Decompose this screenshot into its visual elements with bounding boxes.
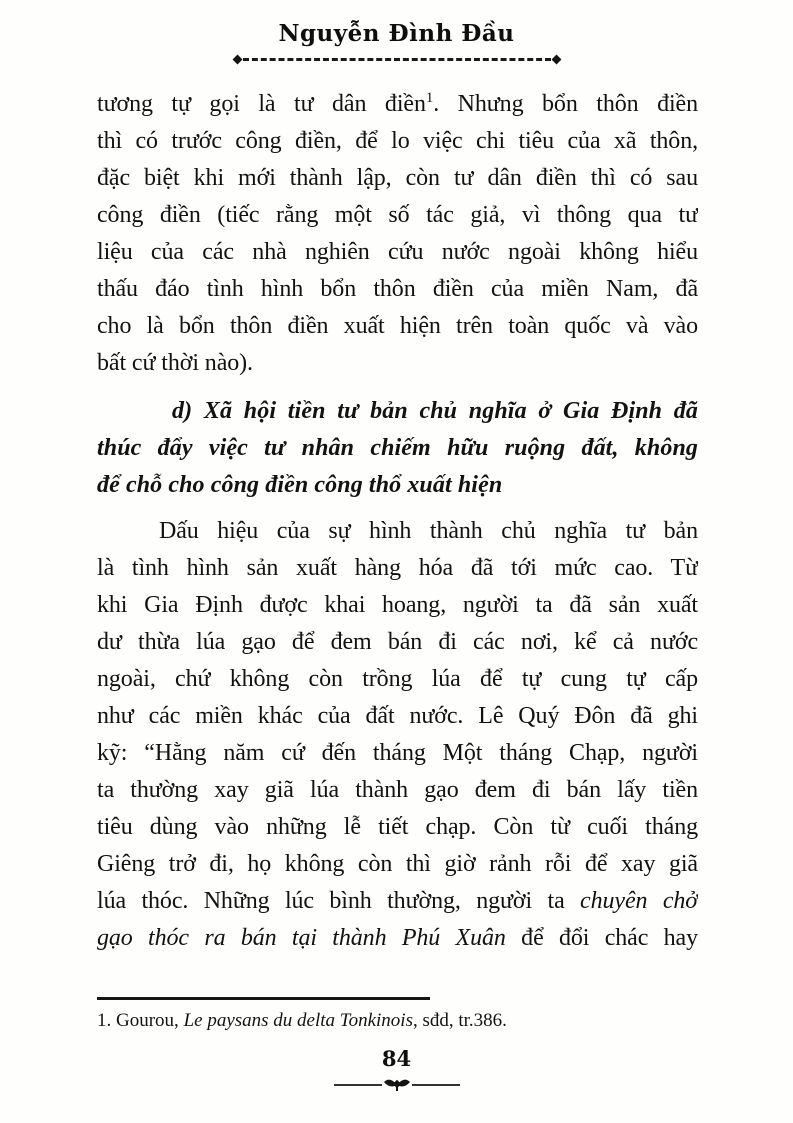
page-number: 84 (381, 1046, 412, 1071)
text-line: thấu đáo tình hình bổn thôn điền của miền Nam, đã (97, 276, 698, 302)
text-line: công điền (tiếc rằng một số tác giả, vì thông qua tư (97, 202, 698, 228)
dashed-divider (234, 54, 560, 64)
text-line: lúa thóc. Những lúc bình thường, người ta chuyên chở (97, 888, 698, 914)
text-line: thì có trước công điền, để lo việc chi tiêu của xã thôn, (97, 128, 698, 154)
paragraph (97, 86, 698, 382)
text-line: là tình hình sản xuất hàng hóa đã tới mức cao. Từ (97, 555, 698, 581)
diamond-right-icon (551, 54, 561, 64)
text-line: để chỗ cho công điền công thổ xuất hiện (97, 472, 503, 498)
text-line: tương tự gọi là tư dân điền$^1$. Nhưng bổn thôn điền (97, 90, 698, 117)
text-line: ta thường xay giã lúa thành gạo đem đi bán lấy tiền (97, 777, 698, 803)
text-line: thúc đẩy việc tư nhân chiếm hữu ruộng đất, không (97, 435, 698, 461)
text-line: như các miền khác của đất nước. Lê Quý Đôn đã ghi (97, 703, 698, 729)
text-line: liệu của các nhà nghiên cứu nước ngoài không hiểu (97, 239, 698, 265)
text-line: tiêu dùng vào những lễ tiết chạp. Còn từ cuối tháng (97, 814, 698, 840)
text-line: Dấu hiệu của sự hình thành chủ nghĩa tư bản (159, 518, 698, 544)
body-text (97, 86, 698, 957)
text-line: kỹ: “Hằng năm cứ đến tháng Một tháng Chạp, người (97, 740, 698, 766)
text-line: cho là bổn thôn điền xuất hiện trên toàn quốc và vào (97, 313, 698, 339)
text-line: bất cứ thời nào). (97, 350, 253, 376)
footnote-divider (97, 997, 430, 1000)
text-line: d) Xã hội tiền tư bản chủ nghĩa ở Gia Định đã (172, 398, 698, 424)
text-line: Giêng trở đi, họ không còn thì giờ rảnh rỗi để xay giã (97, 851, 698, 877)
diamond-left-icon (232, 54, 242, 64)
footnote-marker: 1 (425, 90, 434, 106)
footer-flourish-icon (332, 1076, 462, 1094)
footnote: 1. Gourou, Le paysans du delta Tonkinois, sđd, tr.386. (97, 1010, 507, 1031)
text-line: ngoài, chứ không còn trồng lúa để tự cung tự cấp (97, 666, 698, 692)
text-line: đặc biệt khi mới thành lập, còn tư dân điền thì có sau (97, 165, 698, 191)
running-header-author: Nguyễn Đình Đầu (278, 20, 515, 47)
paragraph (97, 513, 698, 957)
text-line: khi Gia Định được khai hoang, người ta đã sản xuất (97, 592, 698, 618)
dashed-line (243, 58, 551, 61)
section-heading (97, 393, 698, 504)
text-line: dư thừa lúa gạo để đem bán đi các nơi, kể cả nước (97, 629, 698, 655)
text-line: gạo thóc ra bán tại thành Phú Xuân để đổi chác hay (97, 925, 698, 951)
